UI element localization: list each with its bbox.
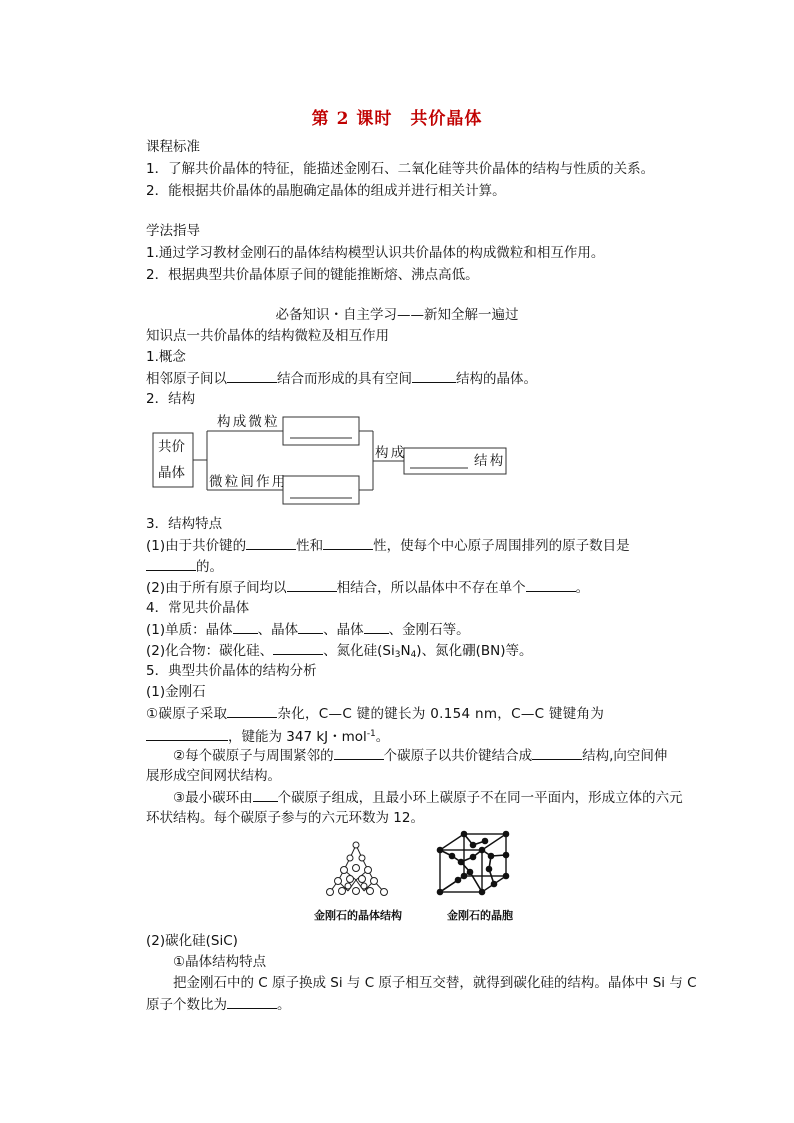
features-text-5: (2)由于所有原子间均以 (146, 580, 287, 596)
sic-line-2 (146, 994, 291, 1015)
diamond-text-7: 结构,向空间伸 (582, 748, 668, 764)
standards-item-2: 2．能根据共价晶体的晶胞确定晶体的组成并进行相关计算。 (146, 183, 506, 199)
diamond-heading: (1)金刚石 (146, 684, 206, 700)
common-heading: 4．常见共价晶体 (146, 600, 250, 616)
typical-heading: 5．典型共价晶体的结构分析 (146, 663, 317, 679)
blank-atom-ratio (227, 994, 277, 1009)
label-structure: 结构 (474, 453, 506, 469)
section-banner: 必备知识・自主学习——新知全解一遍过 (275, 307, 519, 323)
concept-text-2: 结合而形成的具有空间 (277, 371, 412, 387)
label-interaction: 微粒间作用 (209, 474, 288, 490)
common-text-2: 、晶体 (257, 622, 299, 638)
box-label-covalent: 共价 (158, 439, 185, 455)
diamond-line-6: 环状结构。每个碳原子参与的六元环数为 12。 (146, 810, 424, 826)
diamond-text-2: 杂化，C—C 键的键长为 0.154 nm，C—C 键键角为 (277, 706, 605, 722)
sic-subheading: ①晶体结构特点 (173, 954, 267, 970)
diamond-text-4: 。 (375, 729, 390, 745)
diamond-text-3: ，键能为 347 kJ・mol (228, 729, 367, 745)
concept-text-3: 结构的晶体。 (456, 371, 537, 387)
common-text-5: (2)化合物：碳化硅、 (146, 643, 274, 659)
diamond-line-4: 展形成空间网状结构。 (146, 768, 281, 784)
sic-text-1: 原子个数比为 (146, 997, 227, 1013)
features-text-6: 相结合，所以晶体中不存在单个 (336, 580, 526, 596)
diamond-text-9: 个碳原子组成，且最小环上碳原子不在同一平面内，形成立体的六元 (277, 790, 683, 806)
guidance-heading: 学法指导 (146, 223, 200, 239)
features-text-1: (1)由于共价键的 (146, 538, 247, 554)
subscript-4: 4 (410, 650, 417, 660)
label-particles: 构成微粒 (217, 414, 280, 430)
standards-heading: 课程标准 (146, 139, 200, 155)
diamond-text-6: 个碳原子以共价键结合成 (383, 748, 533, 764)
guidance-item-1: 1.通过学习教材金刚石的晶体结构模型认识共价晶体的构成微粒和相互作用。 (146, 245, 605, 261)
features-text-3: 性，使每个中心原子周围排列的原子数目是 (373, 538, 630, 554)
common-text-1: (1)单质：晶体 (146, 622, 233, 638)
box-label-crystal: 晶体 (158, 465, 185, 481)
caption-diamond-unit-cell: 金刚石的晶胞 (447, 909, 513, 922)
label-forms: 构成 (375, 445, 407, 461)
diamond-text-1: ①碳原子采取 (146, 706, 228, 722)
features-text-7: 。 (575, 580, 590, 596)
knowledge-point-heading: 知识点一共价晶体的结构微粒及相互作用 (146, 328, 389, 344)
page-title: 第 2 课时 共价晶体 (311, 109, 483, 129)
guidance-item-2: 2．根据典型共价晶体原子间的键能推断熔、沸点高低。 (146, 267, 479, 283)
common-text-7: N (400, 643, 411, 659)
features-text-4: 的。 (196, 559, 223, 575)
diamond-text-8: ③最小碳环由 (173, 790, 253, 806)
superscript-minus-1: -1 (366, 729, 376, 739)
common-text-8: )、氮化硼(BN)等。 (416, 643, 533, 659)
standards-item-1: 1．了解共价晶体的特征，能描述金刚石、二氧化硅等共价晶体的结构与性质的关系。 (146, 161, 655, 177)
common-text-3: 、晶体 (323, 622, 364, 638)
subscript-3: 3 (394, 650, 401, 660)
features-heading: 3．结构特点 (146, 516, 223, 532)
concept-text-1: 相邻原子间以 (146, 371, 227, 387)
concept-heading: 1.概念 (146, 349, 186, 365)
sic-line-1: 把金刚石中的 C 原子换成 Si 与 C 原子相互交替，就得到碳化硅的结构。晶体中 Si 与 C (173, 975, 697, 991)
sic-text-2: 。 (277, 997, 291, 1013)
common-text-4: 、金刚石等。 (388, 622, 470, 638)
sic-heading: (2)碳化硅(SiC) (146, 933, 238, 949)
common-text-6: 、氮化硅(Si (323, 643, 395, 659)
diamond-text-5: ②每个碳原子与周围紧邻的 (173, 748, 334, 764)
caption-diamond-structure: 金刚石的晶体结构 (314, 909, 402, 922)
structure-heading: 2．结构 (146, 391, 196, 407)
features-text-2: 性和 (296, 538, 324, 554)
